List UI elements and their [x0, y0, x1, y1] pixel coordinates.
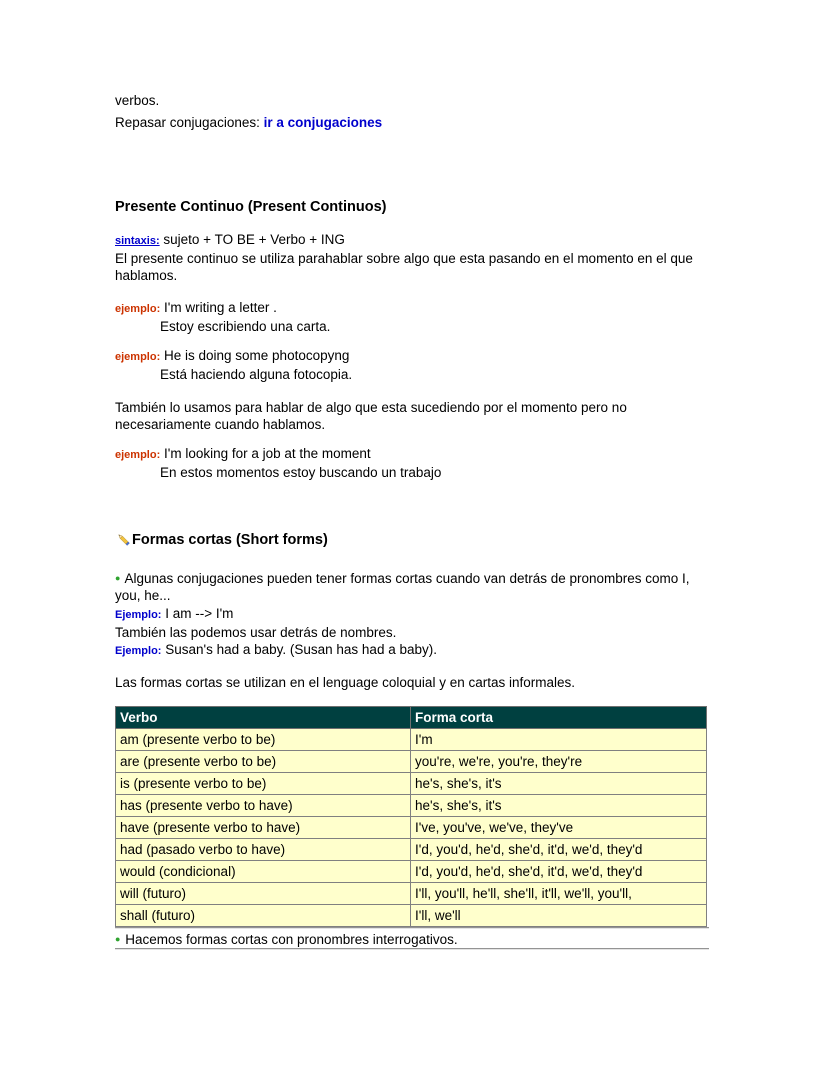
names-usage-line: También las podemos usar detrás de nombres.: [115, 625, 397, 640]
bullet-icon: ●: [115, 934, 121, 944]
cell-verbo: would (condicional): [116, 861, 411, 883]
bullet-paragraph-1: [115, 570, 709, 604]
table-header-verbo: Verbo: [116, 707, 411, 729]
ejemplo-text: I am --> I'm: [165, 606, 234, 621]
present-continuous-heading: Presente Continuo (Present Continuos): [115, 199, 387, 215]
short-forms-heading: [115, 531, 709, 552]
ejemplo-text: Susan's had a baby. (Susan has had a baby).: [165, 642, 437, 657]
example-translation: En estos momentos estoy buscando un trabajo: [160, 465, 442, 480]
example-english: I'm looking for a job at the moment: [164, 446, 371, 461]
cell-forma-corta: I'm: [411, 729, 707, 751]
cell-verbo: have (presente verbo to have): [116, 817, 411, 839]
pencil-icon: [115, 531, 131, 552]
example-english: I'm writing a letter .: [164, 300, 277, 315]
table-row: [116, 729, 707, 751]
cell-verbo: is (presente verbo to be): [116, 773, 411, 795]
divider-rule: [115, 927, 709, 929]
cell-verbo: am (presente verbo to be): [116, 729, 411, 751]
cell-forma-corta: I'll, we'll: [411, 905, 707, 927]
example-translation: Estoy escribiendo una carta.: [160, 319, 331, 334]
present-continuous-description: El presente continuo se utiliza parahablar sobre algo que esta pasando en el momento en el que hablamos.: [115, 251, 693, 283]
sintaxis-link[interactable]: sintaxis:: [115, 235, 160, 247]
short-forms-table: [115, 706, 707, 927]
table-header-row: [116, 707, 707, 729]
example-2: [115, 347, 709, 383]
syntax-line: [115, 231, 709, 250]
divider-rule: [115, 948, 709, 950]
cell-forma-corta: I'd, you'd, he'd, she'd, it'd, we'd, they'd: [411, 861, 707, 883]
table-row: [116, 905, 707, 927]
example-english: He is doing some photocopyng: [164, 348, 350, 363]
ejemplo-label: ejemplo:: [115, 449, 161, 461]
ejemplo-label-blue: Ejemplo:: [115, 645, 162, 657]
table-row: [116, 773, 707, 795]
cell-forma-corta: I'll, you'll, he'll, she'll, it'll, we'll, you'll,: [411, 883, 707, 905]
cell-verbo: shall (futuro): [116, 905, 411, 927]
conjugaciones-link[interactable]: ir a conjugaciones: [263, 115, 383, 130]
ejemplo-line-2: [115, 641, 709, 660]
table-row: [116, 883, 707, 905]
cell-verbo: has (presente verbo to have): [116, 795, 411, 817]
cell-forma-corta: I've, you've, we've, they've: [411, 817, 707, 839]
bullet-paragraph-2: [115, 931, 709, 948]
bullet-text: Hacemos formas cortas con pronombres interrogativos.: [125, 932, 458, 947]
usage-note: Las formas cortas se utilizan en el lenguage coloquial y en cartas informales.: [115, 675, 575, 690]
table-row: [116, 817, 707, 839]
cell-verbo: will (futuro): [116, 883, 411, 905]
note-paragraph: También lo usamos para hablar de algo que esta sucediendo por el momento pero no necesariamente cuando hablamos.: [115, 400, 627, 432]
example-1: [115, 299, 709, 335]
page-content: [115, 0, 709, 950]
ejemplo-label-blue: Ejemplo:: [115, 609, 162, 621]
short-forms-title: Formas cortas (Short forms): [132, 532, 328, 548]
ejemplo-lines: [115, 605, 709, 660]
bullet-text: Algunas conjugaciones pueden tener formas cortas cuando van detrás de pronombres como I, you, he...: [115, 571, 690, 603]
table-row: [116, 839, 707, 861]
ejemplo-label: ejemplo:: [115, 351, 161, 363]
table-row: [116, 795, 707, 817]
table-row: [116, 861, 707, 883]
cell-verbo: had (pasado verbo to have): [116, 839, 411, 861]
table-row: [116, 751, 707, 773]
ejemplo-line-1: [115, 605, 709, 624]
repasar-line: [115, 114, 709, 131]
bullet-icon: ●: [115, 573, 121, 583]
cell-forma-corta: he's, she's, it's: [411, 773, 707, 795]
cell-forma-corta: you're, we're, you're, they're: [411, 751, 707, 773]
repasar-text: Repasar conjugaciones:: [115, 115, 264, 130]
example-3: [115, 445, 709, 481]
example-translation: Está haciendo alguna fotocopia.: [160, 367, 353, 382]
cell-verbo: are (presente verbo to be): [116, 751, 411, 773]
cell-forma-corta: he's, she's, it's: [411, 795, 707, 817]
table-header-forma-corta: Forma corta: [411, 707, 707, 729]
cell-forma-corta: I'd, you'd, he'd, she'd, it'd, we'd, they'd: [411, 839, 707, 861]
intro-line: verbos.: [115, 93, 160, 108]
syntax-text: sujeto + TO BE + Verbo + ING: [163, 232, 345, 247]
ejemplo-label: ejemplo:: [115, 303, 161, 315]
